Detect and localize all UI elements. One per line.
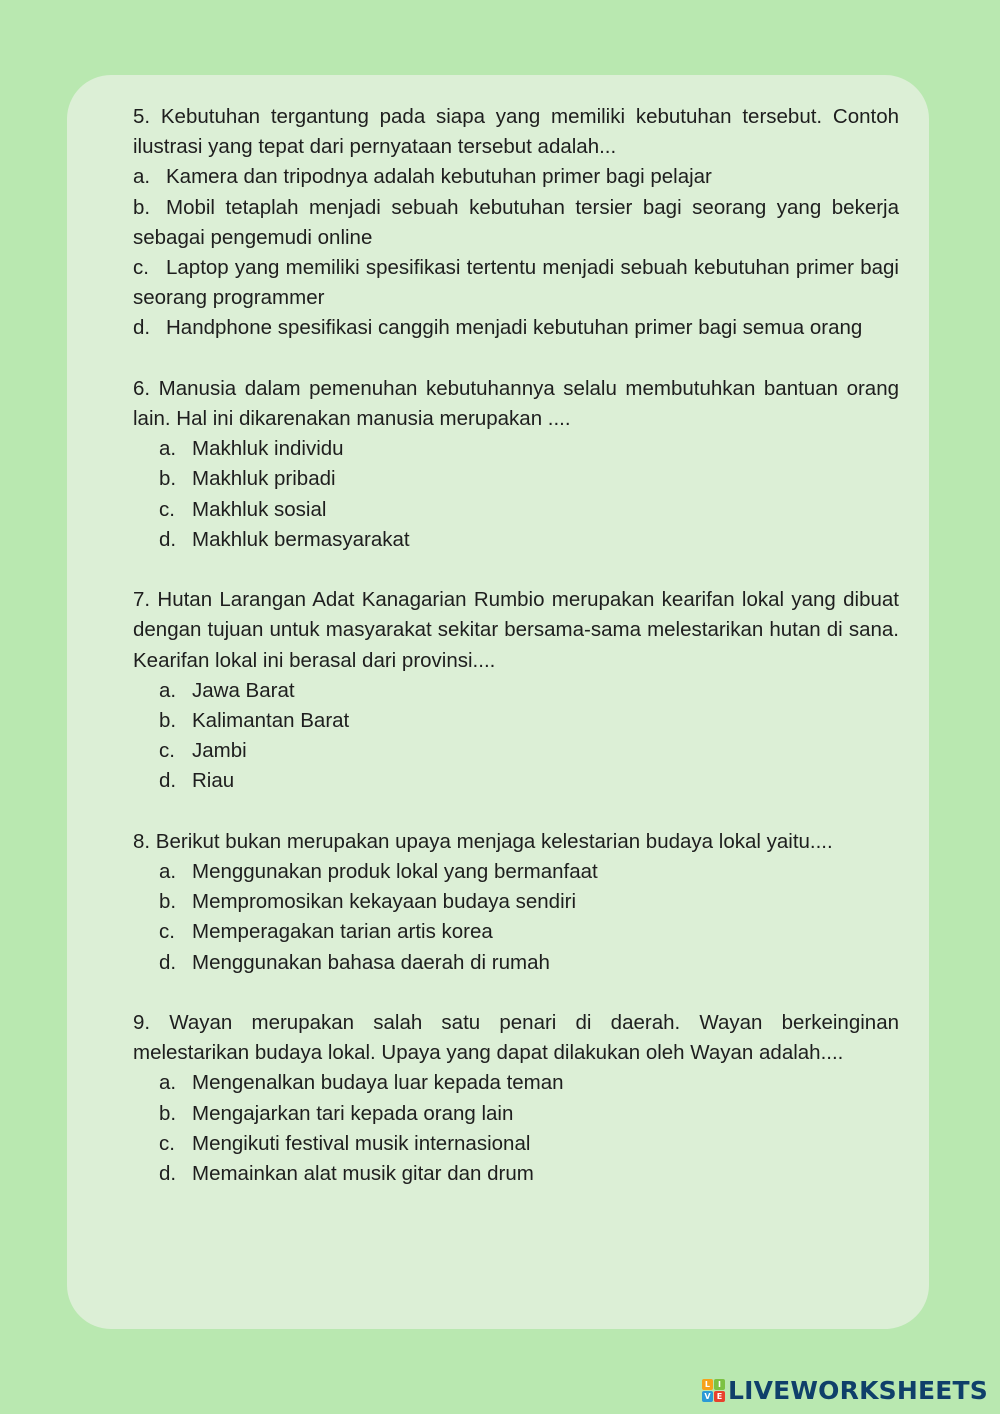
option-letter: a.	[159, 678, 177, 702]
option-letter: b.	[133, 195, 151, 219]
option-text: Laptop yang memiliki spesifikasi tertentu menjadi sebuah kebutuhan primer bagi seorang programmer	[133, 256, 899, 310]
option-b[interactable]	[133, 887, 899, 917]
option-a[interactable]	[133, 1068, 899, 1098]
logo-letter-l: L	[702, 1379, 713, 1390]
option-text: Makhluk individu	[192, 437, 344, 461]
option-letter: c.	[159, 739, 175, 763]
option-letter: b.	[159, 467, 177, 491]
option-c[interactable]	[133, 736, 899, 766]
question-7	[133, 585, 899, 796]
option-letter: c.	[133, 256, 149, 280]
option-text: Jawa Barat	[192, 678, 295, 702]
option-b[interactable]	[133, 193, 899, 253]
option-b[interactable]	[133, 464, 899, 494]
liveworksheets-logo-icon	[702, 1379, 725, 1402]
option-a[interactable]	[133, 434, 899, 464]
option-b[interactable]	[133, 1099, 899, 1129]
option-letter: a.	[159, 1071, 177, 1095]
option-letter: b.	[159, 890, 177, 914]
option-d[interactable]	[133, 313, 899, 343]
option-text: Menggunakan bahasa daerah di rumah	[192, 950, 550, 974]
question-stem: 8. Berikut bukan merupakan upaya menjaga kelestarian budaya lokal yaitu....	[133, 829, 833, 853]
option-a[interactable]	[133, 676, 899, 706]
option-d[interactable]	[133, 525, 899, 555]
option-a[interactable]	[133, 162, 899, 192]
option-text: Mempromosikan kekayaan budaya sendiri	[192, 890, 577, 914]
option-text: Memainkan alat musik gitar dan drum	[192, 1162, 534, 1186]
option-text: Menggunakan produk lokal yang bermanfaat	[192, 860, 598, 884]
option-text: Jambi	[192, 739, 247, 763]
worksheet-content	[133, 102, 899, 1219]
option-c[interactable]	[133, 917, 899, 947]
question-8	[133, 827, 899, 978]
option-letter: d.	[159, 527, 177, 551]
option-text: Makhluk sosial	[192, 497, 327, 521]
question-5	[133, 102, 899, 344]
option-text: Mengajarkan tari kepada orang lain	[192, 1101, 514, 1125]
option-letter: b.	[159, 709, 177, 733]
option-text: Memperagakan tarian artis korea	[192, 920, 493, 944]
option-text: Makhluk bermasyarakat	[192, 527, 410, 551]
option-letter: d.	[159, 950, 177, 974]
option-text: Makhluk pribadi	[192, 467, 336, 491]
option-letter: d.	[159, 769, 177, 793]
option-text: Kalimantan Barat	[192, 709, 350, 733]
option-text: Mobil tetaplah menjadi sebuah kebutuhan tersier bagi seorang yang bekerja sebagai pengemudi online	[133, 195, 899, 249]
option-letter: b.	[159, 1101, 177, 1125]
option-letter: c.	[159, 497, 175, 521]
option-letter: a.	[159, 860, 177, 884]
logo-letter-i: I	[714, 1379, 725, 1390]
option-c[interactable]	[133, 1129, 899, 1159]
liveworksheets-footer	[702, 1376, 988, 1405]
option-text: Mengenalkan budaya luar kepada teman	[192, 1071, 564, 1095]
question-stem: 7. Hutan Larangan Adat Kanagarian Rumbio merupakan kearifan lokal yang dibuat dengan tujuan untuk masyarakat sekitar bersama-sama melestarikan hutan di sana. Kearifan lokal ini berasal dari provinsi....	[133, 588, 899, 672]
option-letter: c.	[159, 920, 175, 944]
option-b[interactable]	[133, 706, 899, 736]
logo-letter-v: V	[702, 1391, 713, 1402]
option-c[interactable]	[133, 495, 899, 525]
option-d[interactable]	[133, 948, 899, 978]
option-d[interactable]	[133, 766, 899, 796]
option-letter: a.	[133, 165, 151, 189]
option-text: Kamera dan tripodnya adalah kebutuhan primer bagi pelajar	[166, 165, 712, 189]
option-letter: d.	[159, 1162, 177, 1186]
option-letter: c.	[159, 1131, 175, 1155]
option-text: Riau	[192, 769, 235, 793]
option-letter: d.	[133, 316, 151, 340]
question-stem: 6. Manusia dalam pemenuhan kebutuhannya selalu membutuhkan bantuan orang lain. Hal ini dikarenakan manusia merupakan ....	[133, 376, 899, 431]
logo-letter-e: E	[714, 1391, 725, 1402]
option-a[interactable]	[133, 857, 899, 887]
brand-name: LIVEWORKSHEETS	[727, 1376, 988, 1405]
option-text: Handphone spesifikasi canggih menjadi kebutuhan primer bagi semua orang	[166, 316, 863, 340]
option-letter: a.	[159, 437, 177, 461]
question-stem: 5. Kebutuhan tergantung pada siapa yang memiliki kebutuhan tersebut. Contoh ilustrasi yang tepat dari pernyataan tersebut adalah...	[133, 105, 899, 159]
question-stem: 9. Wayan merupakan salah satu penari di daerah. Wayan berkeinginan melestarikan budaya lokal. Upaya yang dapat dilakukan oleh Wayan adalah....	[133, 1011, 899, 1065]
option-c[interactable]	[133, 253, 899, 313]
question-6	[133, 374, 899, 555]
option-d[interactable]	[133, 1159, 899, 1189]
option-text: Mengikuti festival musik internasional	[192, 1131, 531, 1155]
question-9	[133, 1008, 899, 1189]
